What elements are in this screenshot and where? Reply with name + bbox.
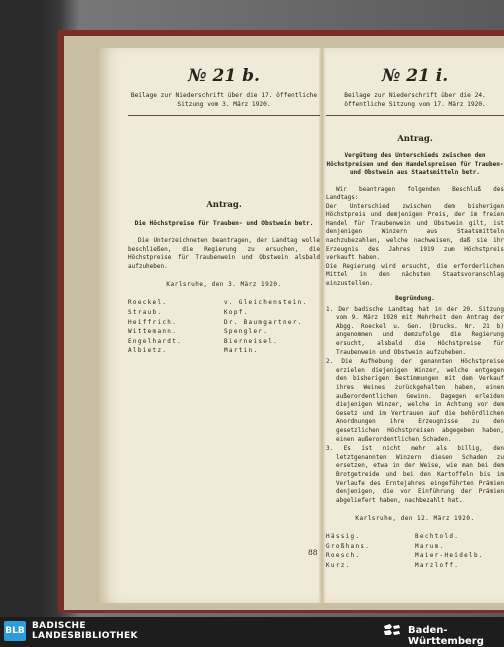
- signature: Marum.: [415, 542, 445, 550]
- page-number: 88: [308, 548, 318, 557]
- viewer-footer: [0, 617, 504, 645]
- blb-name[interactable]: [32, 621, 138, 641]
- left-title: Antrag.: [206, 200, 242, 210]
- right-document-number: № 21 i.: [381, 66, 449, 86]
- blb-line1: BADISCHE: [32, 621, 86, 631]
- signature: Roesch.: [326, 552, 361, 560]
- signature: Bechtold.: [415, 533, 460, 541]
- signature: Kopf.: [224, 308, 249, 316]
- reason-item: 3. Es ist nicht mehr als billig, den letztgenannten Winzern diesen Schaden zu ersetzen, etwa in der Weise, wie man bei dem Brotgetreide und bei den Kartoffeln bis im Verlaufe des Erntejahres eingeführten Prämien denjenigen, die vor Einführung der Prämien abgeliefert haben, nachbezahlt hat.: [326, 445, 504, 504]
- left-divider: [128, 115, 320, 116]
- left-column: [128, 62, 320, 356]
- reason-item: 2. Die Aufhebung der genannten Höchstpreise erzielen diejenigen Winzer, welche entgegen den bisherigen Bestimmungen mit dem Verkauf ihres Weines zurückgehalten haben, einen außerordentlichen Gewinn. Dagegen erleiden diejenigen Winzer, welche in Achtung vor dem Gesetz und im Vertrauen auf die behördlichen Anordnungen ihre Erzeugnisse zu den gesetzlichen Höchstpreisen abgegeben haben, einen außerordentlichen Schaden.: [326, 358, 504, 443]
- signature: Martin.: [224, 347, 259, 355]
- right-subject: Vergütung des Unterschieds zwischen den Höchstpreisen und den Handelspreisen für Trauben- und Obstwein aus Staatsmitteln betr.: [326, 152, 504, 176]
- signature: v. Gleichenstein.: [224, 299, 308, 307]
- signature: Dr. Baumgartner.: [224, 318, 303, 326]
- right-divider: [326, 115, 504, 116]
- left-subtitle: Beilage zur Niederschrift über die 17. öffentliche Sitzung vom 3. März 1920.: [130, 92, 318, 108]
- signature: Wittemann.: [128, 328, 178, 336]
- signature: Engelhardt.: [128, 337, 183, 345]
- baden-wuerttemberg-label[interactable]: Baden-Württemberg: [408, 625, 484, 647]
- left-subject: Die Höchstpreise für Trauben- und Obstwein betr.: [134, 220, 314, 227]
- signature: Maier-Heidelb.: [415, 552, 484, 560]
- left-document-number: № 21 b.: [188, 66, 260, 86]
- signature: Bierneisel.: [224, 337, 279, 345]
- right-title: Antrag.: [397, 134, 433, 144]
- signature: Marzloff.: [415, 562, 460, 570]
- right-signatures: [326, 532, 504, 570]
- right-place-date: Karlsruhe, den 12. März 1920.: [355, 515, 475, 523]
- left-place-date: Karlsruhe, den 3. März 1920.: [166, 281, 282, 289]
- lion-crest-icon: [382, 623, 402, 639]
- right-column: [326, 62, 504, 571]
- left-body: Die Unterzeichneten beantragen, der Landtag wolle beschließen, die Regierung zu ersuchen, die Höchstpreise für Traubenwein und Obstwein alsbald aufzuheben.: [128, 237, 320, 270]
- signature: Straub.: [128, 308, 163, 316]
- right-subtitle: Beilage zur Niederschrift über die 24. öffentliche Sitzung vom 17. März 1920.: [344, 92, 486, 108]
- signature: Albietz.: [128, 347, 168, 355]
- left-signatures: [128, 298, 320, 356]
- blb-logo-icon[interactable]: BLB: [4, 621, 26, 641]
- blb-line2: LANDESBIBLIOTHEK: [32, 631, 138, 641]
- signature: Roeckel.: [128, 299, 168, 307]
- signature: Spengler.: [224, 328, 269, 336]
- signature: Großhans.: [326, 542, 371, 550]
- right-body: Wir beantragen folgenden Beschluß des Landtags: Der Unterschied zwischen dem bisherigen Höchstpreis und demjenigen Preis, der im freien Handel für Traubenwein und Obstwein gilt, ist denjenigen Winzern aus Staatsmitteln nachzubezahlen, welche nachweisen, daß sie ihr Erzeugnis des Jahres 1919 zum Höchstpreis verkauft haben. Die Regierung wird ersucht, die erforderlichen Mittel in den nächsten Staatsvoranschlag einzustellen.: [326, 185, 504, 288]
- reason-item: 1. Der badische Landtag hat in der 20. Sitzung vom 9. März 1920 mit Mehrheit den Antrag der Abgg. Roeckel u. Gen. (Drucks. Nr. 21 b) angenommen und demzufolge die Regierung ersucht, alsbald die Höchstpreise für Traubenwein und Obstwein aufzuheben.: [326, 305, 504, 356]
- reason-heading: Begründung.: [395, 294, 435, 302]
- signature: Heiffrich.: [128, 318, 178, 326]
- signature: Hässig.: [326, 533, 361, 541]
- signature: Kurz.: [326, 562, 351, 570]
